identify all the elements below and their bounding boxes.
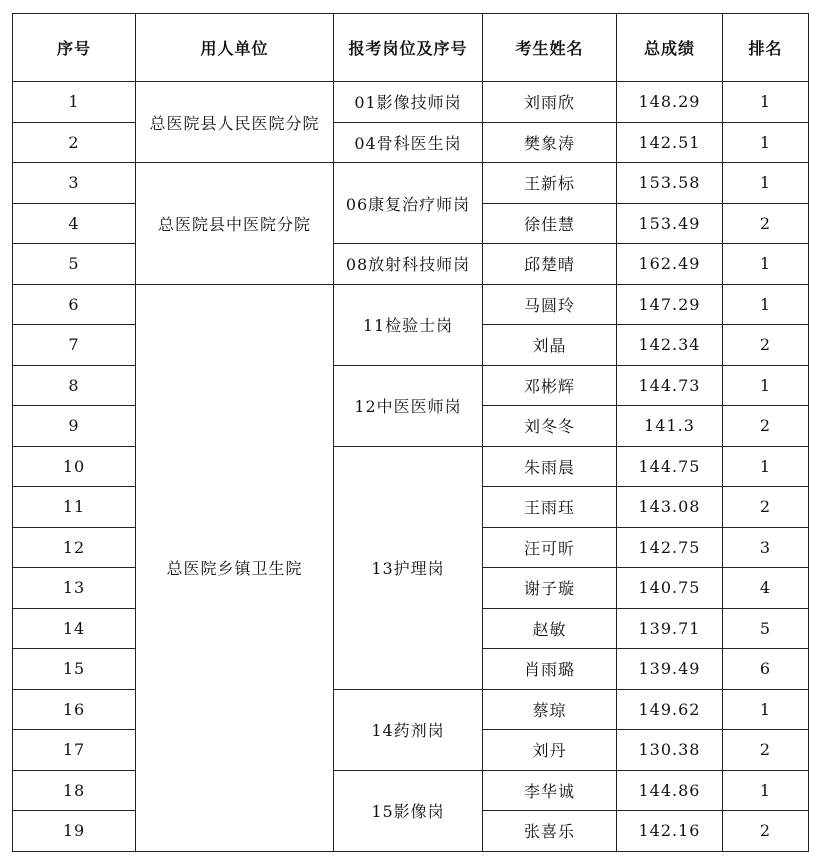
row-number: 6 [13,284,136,325]
header-total-score: 总成绩 [617,14,723,82]
total-score: 142.51 [617,122,723,163]
row-number: 10 [13,446,136,487]
row-number: 14 [13,608,136,649]
candidate-name: 刘丹 [483,730,617,771]
total-score: 144.86 [617,770,723,811]
row-number: 2 [13,122,136,163]
rank: 2 [723,811,809,852]
rank: 1 [723,244,809,285]
row-number: 9 [13,406,136,447]
row-number: 1 [13,82,136,123]
rank: 2 [723,487,809,528]
candidate-name: 张喜乐 [483,811,617,852]
row-number: 7 [13,325,136,366]
candidate-name: 刘晶 [483,325,617,366]
row-number: 17 [13,730,136,771]
employer-cell: 总医院乡镇卫生院 [136,284,334,851]
total-score: 140.75 [617,568,723,609]
position-cell: 11检验士岗 [334,284,483,365]
table-row [13,365,809,406]
candidate-name: 邱楚晴 [483,244,617,285]
total-score: 142.34 [617,325,723,366]
rank: 2 [723,325,809,366]
total-score: 141.3 [617,406,723,447]
table-row [13,284,809,325]
employer-cell: 总医院县中医院分院 [136,163,334,285]
total-score: 144.75 [617,446,723,487]
row-number: 19 [13,811,136,852]
candidate-name: 蔡琼 [483,689,617,730]
candidate-name: 汪可昕 [483,527,617,568]
rank: 1 [723,82,809,123]
header-employer: 用人单位 [136,14,334,82]
position-cell: 06康复治疗师岗 [334,163,483,244]
rank: 1 [723,365,809,406]
total-score: 142.75 [617,527,723,568]
total-score: 142.16 [617,811,723,852]
total-score: 153.49 [617,203,723,244]
rank: 2 [723,406,809,447]
candidate-name: 刘冬冬 [483,406,617,447]
candidate-name: 刘雨欣 [483,82,617,123]
rank: 1 [723,163,809,204]
row-number: 11 [13,487,136,528]
position-cell: 01影像技师岗 [334,82,483,123]
rank: 2 [723,203,809,244]
total-score: 147.29 [617,284,723,325]
candidate-name: 朱雨晨 [483,446,617,487]
position-cell: 14药剂岗 [334,689,483,770]
table-row [13,122,809,163]
position-cell: 04骨科医生岗 [334,122,483,163]
rank: 4 [723,568,809,609]
rank: 1 [723,122,809,163]
rank: 6 [723,649,809,690]
candidate-name: 王雨珏 [483,487,617,528]
table-row [13,446,809,487]
candidate-name: 王新标 [483,163,617,204]
rank: 5 [723,608,809,649]
position-cell: 12中医医师岗 [334,365,483,446]
position-cell: 08放射科技师岗 [334,244,483,285]
header-row [13,14,809,82]
row-number: 13 [13,568,136,609]
total-score: 153.58 [617,163,723,204]
row-number: 15 [13,649,136,690]
table-row [13,770,809,811]
total-score: 143.08 [617,487,723,528]
total-score: 148.29 [617,82,723,123]
candidate-name: 谢子璇 [483,568,617,609]
row-number: 16 [13,689,136,730]
rank: 1 [723,284,809,325]
candidate-name: 李华诚 [483,770,617,811]
rank: 1 [723,446,809,487]
total-score: 139.49 [617,649,723,690]
table-row [13,163,809,204]
total-score: 130.38 [617,730,723,771]
rank: 1 [723,770,809,811]
employer-cell: 总医院县人民医院分院 [136,82,334,163]
position-cell: 13护理岗 [334,446,483,689]
table-row [13,244,809,285]
candidate-name: 赵敏 [483,608,617,649]
header-position: 报考岗位及序号 [334,14,483,82]
row-number: 12 [13,527,136,568]
position-cell: 15影像岗 [334,770,483,851]
row-number: 3 [13,163,136,204]
row-number: 8 [13,365,136,406]
header-serial-number: 序号 [13,14,136,82]
row-number: 4 [13,203,136,244]
total-score: 144.73 [617,365,723,406]
row-number: 18 [13,770,136,811]
header-candidate-name: 考生姓名 [483,14,617,82]
candidate-name: 肖雨璐 [483,649,617,690]
table-row [13,82,809,123]
total-score: 162.49 [617,244,723,285]
rank: 1 [723,689,809,730]
candidate-name: 邓彬辉 [483,365,617,406]
total-score: 149.62 [617,689,723,730]
total-score: 139.71 [617,608,723,649]
results-table [12,13,809,852]
candidate-name: 马圆玲 [483,284,617,325]
table-row [13,689,809,730]
candidate-name: 徐佳慧 [483,203,617,244]
rank: 3 [723,527,809,568]
row-number: 5 [13,244,136,285]
candidate-name: 樊象涛 [483,122,617,163]
header-rank: 排名 [723,14,809,82]
rank: 2 [723,730,809,771]
